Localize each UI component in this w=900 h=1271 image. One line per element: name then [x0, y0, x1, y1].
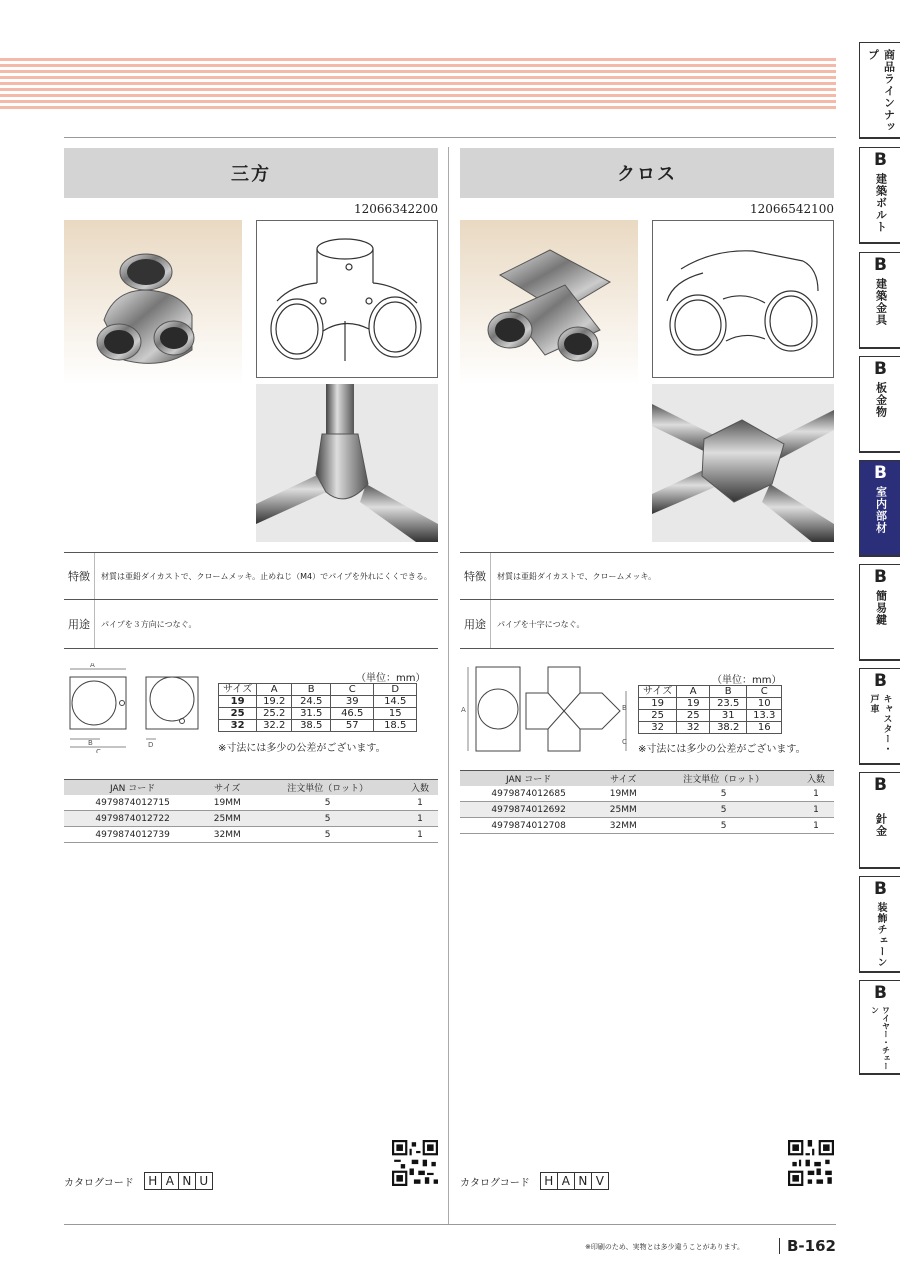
- dim-header: A: [257, 684, 292, 696]
- catalog-label: カタログコード: [460, 1177, 530, 1189]
- dim-header: A: [677, 686, 710, 698]
- jan-cell: 5: [253, 811, 402, 827]
- tab-casters[interactable]: [859, 668, 900, 765]
- jan-cell: 25MM: [597, 802, 649, 818]
- usage-text: パイプを十字につなぐ。: [497, 619, 585, 629]
- feature-text: 材質は亜鉛ダイカストで、クロームメッキ。: [497, 571, 657, 581]
- dim-header: サイズ: [219, 684, 257, 696]
- dim-row: [639, 698, 782, 710]
- usage-row: [64, 599, 438, 649]
- dim-cell: 32: [677, 722, 710, 734]
- product-code: 12066342200: [354, 202, 438, 216]
- qr-code[interactable]: [392, 1140, 438, 1186]
- diagram-label-c: C: [96, 748, 101, 753]
- jan-header: 注文単位（ロット）: [253, 780, 402, 796]
- jan-cell: 5: [649, 786, 798, 802]
- unit-label: （単位：mm）: [356, 673, 426, 684]
- jan-cell: 4979874012708: [460, 818, 597, 834]
- tab-letter: B: [874, 775, 887, 795]
- diagram-label-b: B: [622, 704, 627, 712]
- jan-cell: 1: [402, 795, 438, 811]
- feature-row: [460, 552, 834, 599]
- tab-letter: B: [874, 567, 887, 587]
- tab-label: 建築金具: [874, 278, 888, 326]
- dim-cell: 19.2: [257, 696, 292, 708]
- jan-cell: 4979874012692: [460, 802, 597, 818]
- dim-cell: 25: [219, 708, 257, 720]
- dim-header: C: [331, 684, 374, 696]
- dim-row: [639, 710, 782, 722]
- dim-cell: 39: [331, 696, 374, 708]
- diagram-label-d: D: [148, 741, 154, 749]
- page-number-divider: [779, 1238, 780, 1254]
- tab-label: ワイヤー・チェーン: [870, 1006, 891, 1070]
- header-stripes: [0, 58, 836, 112]
- product-cross: [460, 148, 834, 1189]
- product-title: 三方: [64, 148, 438, 198]
- jan-header: 入数: [798, 771, 834, 787]
- dim-cell: 14.5: [374, 696, 417, 708]
- jan-header: 注文単位（ロット）: [649, 771, 798, 787]
- dim-cell: 25: [639, 710, 677, 722]
- product-photo: [64, 220, 242, 385]
- diagram-label-b: B: [88, 739, 93, 747]
- dim-row: [219, 720, 417, 732]
- tab-label: 板金物: [874, 382, 888, 418]
- tab-wire[interactable]: [859, 772, 900, 869]
- table-row: [64, 795, 438, 811]
- table-row: [460, 802, 834, 818]
- tab-sheet-metal[interactable]: [859, 356, 900, 453]
- usage-label: 用途: [460, 600, 491, 648]
- dim-row: [219, 696, 417, 708]
- dim-cell: 32: [639, 722, 677, 734]
- tab-building-hardware[interactable]: [859, 252, 900, 349]
- print-disclaimer: ※印刷のため、実物とは多少違うことがあります。: [585, 1243, 745, 1251]
- jan-cell: 32MM: [201, 827, 253, 843]
- tab-building-bolts[interactable]: [859, 147, 900, 244]
- dim-cell: 10: [747, 698, 782, 710]
- diagram-label-a: A: [461, 706, 466, 714]
- catalog-char: A: [558, 1173, 575, 1189]
- tab-letter: B: [874, 671, 887, 691]
- tab-simple-locks[interactable]: [859, 564, 900, 661]
- jan-cell: 1: [798, 818, 834, 834]
- jan-header: JAN コード: [64, 780, 201, 796]
- tolerance-note: ※寸法には多少の公差がございます。: [638, 744, 806, 755]
- tab-label: 簡易鍵: [874, 590, 888, 626]
- jan-cell: 1: [402, 827, 438, 843]
- jan-cell: 19MM: [597, 786, 649, 802]
- application-photo: [256, 384, 438, 542]
- tab-label: 商品ラインナップ: [866, 49, 896, 133]
- product-photo: [460, 220, 638, 385]
- tab-lineup[interactable]: [859, 42, 900, 139]
- dim-cell: 32.2: [257, 720, 292, 732]
- jan-cell: 5: [253, 795, 402, 811]
- jan-cell: 1: [798, 802, 834, 818]
- feature-label: 特徴: [460, 553, 491, 599]
- catalog-code-box: [144, 1172, 213, 1190]
- dim-cell: 23.5: [710, 698, 747, 710]
- dim-header: B: [710, 686, 747, 698]
- dim-cell: 16: [747, 722, 782, 734]
- jan-header: 入数: [402, 780, 438, 796]
- tab-letter: B: [874, 359, 887, 379]
- jan-table: [460, 770, 834, 834]
- jan-cell: 1: [402, 811, 438, 827]
- jan-table: [64, 779, 438, 843]
- catalog-code: [64, 1172, 213, 1190]
- catalog-code-box: [540, 1172, 609, 1190]
- product-three-way: [64, 148, 438, 1189]
- jan-cell: 32MM: [597, 818, 649, 834]
- bottom-rule: [64, 1224, 836, 1225]
- tolerance-note: ※寸法には多少の公差がございます。: [218, 743, 386, 754]
- dim-header: B: [292, 684, 331, 696]
- catalog-char: A: [162, 1173, 179, 1189]
- dim-header: D: [374, 684, 417, 696]
- tab-wire-chain[interactable]: [859, 980, 900, 1075]
- jan-cell: 5: [649, 802, 798, 818]
- dimension-area: [64, 663, 438, 763]
- tab-interior-parts[interactable]: [859, 460, 900, 557]
- dim-cell: 13.3: [747, 710, 782, 722]
- catalog-char: V: [595, 1174, 604, 1188]
- usage-label: 用途: [64, 600, 95, 648]
- table-row: [64, 811, 438, 827]
- catalog-label: カタログコード: [64, 1177, 134, 1189]
- catalog-char: N: [179, 1173, 196, 1189]
- dimension-diagram: [64, 663, 214, 753]
- product-line-drawing: [256, 220, 438, 378]
- dim-cell: 32: [219, 720, 257, 732]
- jan-cell: 4979874012722: [64, 811, 201, 827]
- tab-label: 針金: [874, 813, 888, 837]
- jan-cell: 4979874012715: [64, 795, 201, 811]
- catalog-char: U: [199, 1174, 209, 1188]
- tab-letter: B: [874, 983, 887, 1003]
- table-row: [460, 818, 834, 834]
- dim-cell: 31: [710, 710, 747, 722]
- table-row: [460, 786, 834, 802]
- dim-header: サイズ: [639, 686, 677, 698]
- jan-header: JAN コード: [460, 771, 597, 787]
- diagram-label-c: C: [622, 738, 627, 746]
- dim-cell: 38.2: [710, 722, 747, 734]
- qr-code[interactable]: [788, 1140, 834, 1186]
- jan-header: サイズ: [597, 771, 649, 787]
- top-rule: [64, 137, 836, 138]
- tab-letter: B: [874, 879, 887, 899]
- feature-label: 特徴: [64, 553, 95, 599]
- tab-decorative-chain[interactable]: [859, 876, 900, 973]
- product-title: クロス: [460, 148, 834, 198]
- tab-label: キャスター・戸車: [868, 694, 892, 754]
- jan-cell: 5: [649, 818, 798, 834]
- dim-cell: 19: [639, 698, 677, 710]
- tab-label: 室内部材: [874, 486, 888, 534]
- dim-cell: 31.5: [292, 708, 331, 720]
- tab-letter: B: [874, 255, 887, 275]
- jan-cell: 4979874012739: [64, 827, 201, 843]
- page-number: B-162: [787, 1237, 836, 1255]
- table-row: [64, 827, 438, 843]
- catalog-char: N: [575, 1173, 592, 1189]
- dim-cell: 46.5: [331, 708, 374, 720]
- application-photo: [652, 384, 834, 542]
- catalog-code: [460, 1172, 609, 1190]
- jan-header: サイズ: [201, 780, 253, 796]
- dim-cell: 19: [677, 698, 710, 710]
- jan-cell: 1: [798, 786, 834, 802]
- dimension-table: [218, 683, 417, 732]
- diagram-label-a: A: [90, 663, 95, 669]
- dimension-diagram: [460, 663, 632, 758]
- tab-label: 建築ボルト: [874, 173, 888, 233]
- tab-letter: B: [874, 463, 887, 483]
- dim-cell: 57: [331, 720, 374, 732]
- jan-cell: 19MM: [201, 795, 253, 811]
- catalog-char: H: [541, 1173, 558, 1189]
- jan-cell: 25MM: [201, 811, 253, 827]
- tab-label: 装飾チェーン: [875, 902, 886, 968]
- catalog-char: H: [145, 1173, 162, 1189]
- unit-label: （単位：mm）: [712, 675, 782, 686]
- column-divider: [448, 147, 449, 1225]
- feature-text: 材質は亜鉛ダイカストで、クロームメッキ。止めねじ（M4）でパイプを外れにくくできる。: [101, 571, 432, 581]
- dim-cell: 25: [677, 710, 710, 722]
- dim-row: [219, 708, 417, 720]
- product-line-drawing: [652, 220, 834, 378]
- tab-letter: B: [874, 150, 887, 170]
- dimension-table: [638, 685, 782, 734]
- spec-table: [460, 552, 834, 649]
- dim-cell: 25.2: [257, 708, 292, 720]
- jan-cell: 4979874012685: [460, 786, 597, 802]
- usage-row: [460, 599, 834, 649]
- jan-cell: 5: [253, 827, 402, 843]
- product-code: 12066542100: [750, 202, 834, 216]
- dimension-area: [460, 663, 834, 763]
- dim-cell: 38.5: [292, 720, 331, 732]
- dim-header: C: [747, 686, 782, 698]
- dim-cell: 19: [219, 696, 257, 708]
- feature-row: [64, 552, 438, 599]
- usage-text: パイプを３方向につなぐ。: [101, 619, 197, 629]
- dim-cell: 15: [374, 708, 417, 720]
- dim-row: [639, 722, 782, 734]
- dim-cell: 18.5: [374, 720, 417, 732]
- dim-cell: 24.5: [292, 696, 331, 708]
- spec-table: [64, 552, 438, 649]
